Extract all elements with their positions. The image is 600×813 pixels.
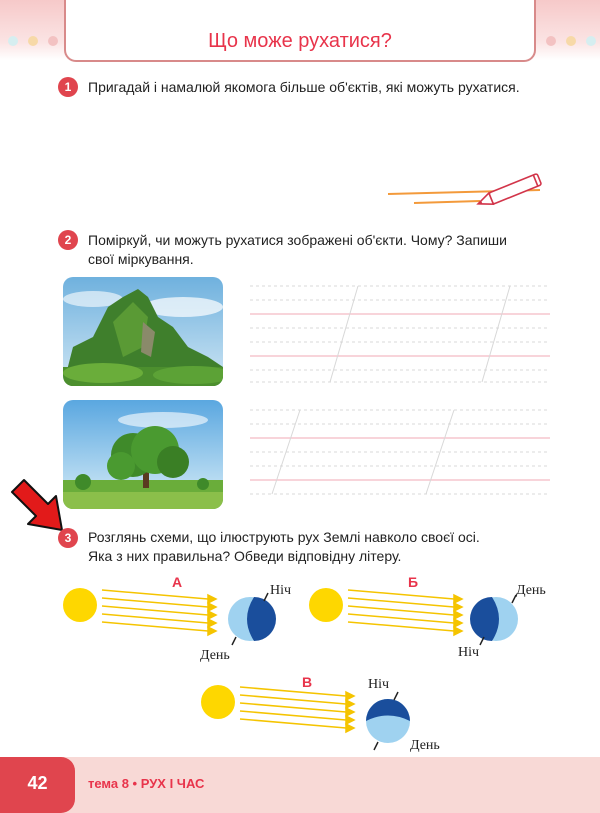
task-2-line-1: Поміркуй, чи можуть рухатися зображені об'єкти. Чому? Запиши <box>88 232 507 248</box>
task-number-1: 1 <box>58 77 78 97</box>
footer-topic: тема 8 • РУХ І ЧАС <box>88 776 205 791</box>
mountain-photo <box>63 277 223 386</box>
scheme-v-letter[interactable]: В <box>302 674 313 690</box>
scheme-v-day-label: День <box>410 738 440 753</box>
scheme-b <box>306 585 536 655</box>
sun-icon <box>309 588 343 622</box>
decor-dot <box>48 36 58 46</box>
decor-dot <box>28 36 38 46</box>
scheme-v <box>198 680 428 755</box>
task-2-line-2: свої міркування. <box>88 251 194 267</box>
scheme-a-night-label: Ніч <box>270 583 292 598</box>
scheme-a-letter[interactable]: А <box>172 574 183 590</box>
writing-lines-1[interactable] <box>250 284 550 384</box>
writing-lines-2[interactable] <box>250 408 550 504</box>
scheme-v-night-label: Ніч <box>368 677 390 692</box>
sun-icon <box>63 588 97 622</box>
task-number-3: 3 <box>58 528 78 548</box>
earth-icon <box>470 597 518 641</box>
task-3-line-2: Яка з них правильна? Обведи відповідну літеру. <box>88 548 402 564</box>
sun-icon <box>201 685 235 719</box>
scheme-a <box>60 585 290 655</box>
task-number-2: 2 <box>58 230 78 250</box>
decor-dot <box>566 36 576 46</box>
decor-dot <box>546 36 556 46</box>
decor-dot <box>586 36 596 46</box>
red-arrow-icon <box>10 478 68 534</box>
task-3-line-1: Розглянь схеми, що ілюструють рух Землі навколо своєї осі. <box>88 529 480 545</box>
earth-icon <box>366 699 410 743</box>
pencil-icon <box>380 172 550 212</box>
page-number: 42 <box>27 773 48 793</box>
tree-photo <box>63 400 223 509</box>
earth-icon <box>228 597 276 641</box>
scheme-a-day-label: День <box>200 648 230 663</box>
page-title: Що може рухатися? <box>208 30 392 52</box>
scheme-b-letter[interactable]: Б <box>408 574 419 590</box>
scheme-b-night-label: Ніч <box>458 645 480 660</box>
scheme-b-day-label: День <box>516 583 546 598</box>
decor-dot <box>8 36 18 46</box>
task-1-text: Пригадай і намалюй якомога більше об'єктів, які можуть рухатися. <box>88 79 520 95</box>
